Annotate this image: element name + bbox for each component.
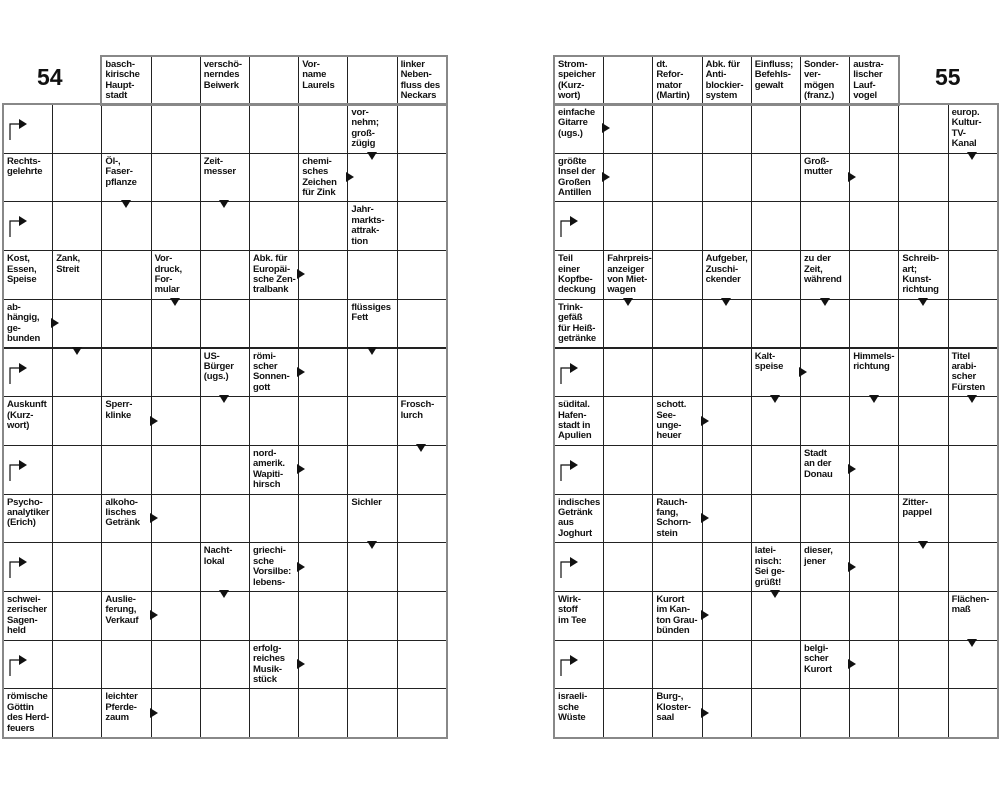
clue-text: Flächen- maß xyxy=(951,594,990,616)
clue-text: Vor- name Laurels xyxy=(302,59,335,91)
arrow-right-icon xyxy=(602,172,610,182)
clue-cell xyxy=(898,494,948,544)
answer-cell[interactable] xyxy=(702,348,752,398)
clue-cell xyxy=(603,250,653,300)
arrow-right-icon xyxy=(701,610,709,620)
clue-text: Zitter- pappel xyxy=(902,496,932,518)
answer-cell[interactable] xyxy=(849,104,899,154)
page-number: 55 xyxy=(935,64,961,90)
arrow-down-icon xyxy=(967,395,977,403)
answer-cell[interactable] xyxy=(702,201,752,251)
answer-cell[interactable] xyxy=(603,640,653,690)
clue-text: Psycho- analytiker (Erich) xyxy=(7,496,50,529)
answer-cell[interactable] xyxy=(898,688,948,738)
clue-text: Himmels- richtung xyxy=(853,350,895,372)
answer-cell[interactable] xyxy=(948,640,998,690)
clue-cell xyxy=(702,250,752,300)
arrow-down-icon xyxy=(918,541,928,549)
answer-cell[interactable] xyxy=(898,201,948,251)
answer-cell[interactable] xyxy=(702,591,752,641)
clue-text: Jahr- markts- attrak- tion xyxy=(351,204,385,247)
clue-text: Vor- druck, For- mular xyxy=(154,253,182,296)
clue-cell xyxy=(652,688,702,738)
answer-cell[interactable] xyxy=(751,591,801,641)
answer-cell[interactable] xyxy=(800,104,850,154)
clue-text: belgi- scher Kurort xyxy=(804,642,832,675)
bent-arrow-icon xyxy=(560,363,580,385)
clue-text: europ. Kultur- TV- Kanal xyxy=(951,107,982,150)
answer-cell[interactable] xyxy=(603,348,653,398)
clue-text: Kalt- speise xyxy=(754,350,784,372)
clue-cell xyxy=(800,153,850,203)
answer-cell[interactable] xyxy=(898,542,948,592)
clue-text: griechi- sche Vorsilbe: lebens- xyxy=(253,545,292,588)
answer-cell[interactable] xyxy=(849,445,899,495)
clue-cell xyxy=(554,494,604,544)
answer-cell[interactable] xyxy=(652,201,702,251)
clue-text: vor- nehm; groß- zügig xyxy=(351,107,379,150)
answer-cell[interactable] xyxy=(702,494,752,544)
answer-cell[interactable] xyxy=(751,250,801,300)
answer-cell[interactable] xyxy=(948,542,998,592)
answer-cell[interactable] xyxy=(652,153,702,203)
clue-text: leichter Pferde- zaum xyxy=(105,691,138,724)
clue-text: verschö- nerndes Beiwerk xyxy=(203,59,242,91)
answer-cell[interactable] xyxy=(603,56,653,105)
clue-text: Burg-, Kloster- saal xyxy=(656,691,691,724)
clue-text: römische Göttin des Herd- feuers xyxy=(7,691,50,734)
clue-cell xyxy=(554,104,604,154)
clue-text: Nacht- lokal xyxy=(203,545,233,567)
answer-cell[interactable] xyxy=(948,688,998,738)
answer-cell[interactable] xyxy=(751,445,801,495)
clue-text: nord- amerik. Wapiti- hirsch xyxy=(253,447,285,491)
clue-text: linker Neben- fluss des Neckars xyxy=(400,59,440,102)
clue-cell xyxy=(948,104,998,154)
answer-cell[interactable] xyxy=(800,688,850,738)
answer-cell[interactable] xyxy=(603,591,653,641)
answer-cell[interactable] xyxy=(603,201,653,251)
arrow-down-icon xyxy=(967,152,977,160)
answer-cell[interactable] xyxy=(849,201,899,251)
answer-cell[interactable] xyxy=(800,396,850,446)
answer-cell[interactable] xyxy=(702,445,752,495)
answer-cell[interactable] xyxy=(603,688,653,738)
clue-cell xyxy=(652,56,702,105)
clue-text: dt. Refor- mator (Martin) xyxy=(656,59,690,102)
clue-text: Sonder- ver- mögen (franz.) xyxy=(804,59,839,102)
answer-cell[interactable] xyxy=(702,153,752,203)
clue-text: chemi- sches Zeichen für Zink xyxy=(302,155,337,198)
answer-cell[interactable] xyxy=(849,688,899,738)
answer-cell[interactable] xyxy=(652,104,702,154)
clue-cell xyxy=(554,688,604,738)
clue-cell xyxy=(554,299,604,349)
bent-arrow-icon xyxy=(560,216,580,238)
clue-text: Titel arabi- scher Fürsten xyxy=(951,350,986,393)
answer-cell[interactable] xyxy=(751,640,801,690)
clue-cell xyxy=(800,56,850,105)
clue-text: Auslie- ferung, Verkauf xyxy=(105,594,139,626)
answer-cell[interactable] xyxy=(849,542,899,592)
answer-cell[interactable] xyxy=(849,494,899,544)
clue-text: Frosch- lurch xyxy=(400,399,435,421)
arrow-right-icon xyxy=(848,464,856,474)
answer-cell[interactable] xyxy=(800,494,850,544)
answer-cell[interactable] xyxy=(603,153,653,203)
arrow-down-icon xyxy=(770,590,780,598)
clue-cell xyxy=(554,153,604,203)
clue-text: erfolg- reiches Musik- stück xyxy=(253,642,285,685)
answer-cell[interactable] xyxy=(702,104,752,154)
clue-cell xyxy=(849,56,899,105)
clue-cell xyxy=(702,56,752,105)
answer-cell[interactable] xyxy=(948,445,998,495)
answer-cell[interactable] xyxy=(751,396,801,446)
arrow-down-icon xyxy=(918,298,928,306)
answer-cell[interactable] xyxy=(751,104,801,154)
bent-arrow-icon xyxy=(560,557,580,579)
answer-cell[interactable] xyxy=(800,299,850,349)
clue-text: indisches Getränk aus Joghurt xyxy=(558,496,601,539)
clue-text: zu der Zeit, während xyxy=(804,253,842,285)
answer-cell[interactable] xyxy=(702,640,752,690)
clue-cell xyxy=(800,445,850,495)
clue-text: schott. See- unge- heuer xyxy=(656,399,687,442)
answer-cell[interactable] xyxy=(800,348,850,398)
page-number: 54 xyxy=(37,64,63,90)
clue-text: Kurort im Kan- ton Grau- bünden xyxy=(656,594,698,637)
clue-text: Wirk- stoff im Tee xyxy=(558,594,587,626)
answer-cell[interactable] xyxy=(652,445,702,495)
clue-text: Auskunft (Kurz- wort) xyxy=(7,399,47,431)
answer-cell[interactable] xyxy=(702,396,752,446)
answer-cell[interactable] xyxy=(603,494,653,544)
clue-cell xyxy=(800,640,850,690)
clue-cell xyxy=(948,591,998,641)
answer-cell[interactable] xyxy=(948,396,998,446)
clue-text: US- Bürger (ugs.) xyxy=(203,350,234,383)
arrow-down-icon xyxy=(869,395,879,403)
clue-text: größte Insel der Großen Antillen xyxy=(558,155,596,198)
clue-text: schwei- zerischer Sagen- held xyxy=(7,594,47,637)
answer-cell[interactable] xyxy=(948,250,998,300)
answer-cell[interactable] xyxy=(800,201,850,251)
arrow-right-icon xyxy=(701,513,709,523)
clue-text: ab- hängig, ge- bunden xyxy=(7,301,41,345)
bent-arrow-icon xyxy=(560,460,580,482)
answer-cell[interactable] xyxy=(603,445,653,495)
clue-text: Rauch- fang, Schorn- stein xyxy=(656,496,691,539)
answer-cell[interactable] xyxy=(898,153,948,203)
arrow-down-icon xyxy=(721,298,731,306)
clue-cell xyxy=(898,250,948,300)
answer-cell[interactable] xyxy=(948,299,998,349)
clue-text: Teil einer Kopfbe- deckung xyxy=(558,253,596,296)
clue-cell xyxy=(652,494,702,544)
clue-cell xyxy=(554,56,604,105)
clue-text: israeli- sche Wüste xyxy=(558,691,588,724)
answer-cell[interactable] xyxy=(652,250,702,300)
answer-cell[interactable] xyxy=(849,153,899,203)
clue-text: Kost, Essen, Speise xyxy=(7,253,37,285)
clue-cell xyxy=(751,348,801,398)
answer-cell[interactable] xyxy=(800,591,850,641)
answer-cell[interactable] xyxy=(898,591,948,641)
clue-text: römi- scher Sonnen- gott xyxy=(253,350,290,393)
arrow-right-icon xyxy=(848,562,856,572)
arrow-right-icon xyxy=(701,708,709,718)
clue-text: Aufgeber, Zuschi- ckender xyxy=(705,253,748,285)
clue-text: Groß- mutter xyxy=(804,155,833,178)
clue-cell xyxy=(751,542,801,592)
answer-cell[interactable] xyxy=(702,542,752,592)
clue-text: Öl-, Faser- pflanze xyxy=(105,155,137,188)
clue-text: alkoho- lisches Getränk xyxy=(105,496,140,529)
clue-text: einfache Gitarre (ugs.) xyxy=(558,107,595,139)
arrow-right-icon xyxy=(848,172,856,182)
clue-text: dieser, jener xyxy=(804,545,833,567)
answer-cell[interactable] xyxy=(948,153,998,203)
clue-text: Sichler xyxy=(351,496,382,508)
arrow-right-icon xyxy=(799,367,807,377)
arrow-down-icon xyxy=(770,395,780,403)
answer-cell[interactable] xyxy=(849,250,899,300)
answer-cell[interactable] xyxy=(702,688,752,738)
answer-cell[interactable] xyxy=(751,201,801,251)
clue-text: Abk. für Anti- blockier- system xyxy=(705,59,744,102)
answer-cell[interactable] xyxy=(898,348,948,398)
answer-cell[interactable] xyxy=(898,396,948,446)
clue-text: Schreib- art; Kunst- richtung xyxy=(902,253,939,296)
answer-cell[interactable] xyxy=(652,348,702,398)
clue-text: flüssiges Fett xyxy=(351,301,391,324)
clue-cell xyxy=(800,250,850,300)
answer-cell[interactable] xyxy=(751,688,801,738)
answer-cell[interactable] xyxy=(603,299,653,349)
answer-cell[interactable] xyxy=(849,640,899,690)
clue-text: Strom- speicher (Kurz- wort) xyxy=(558,59,596,102)
answer-cell[interactable] xyxy=(603,396,653,446)
answer-cell[interactable] xyxy=(652,299,702,349)
answer-cell[interactable] xyxy=(702,299,752,349)
clue-text: Zank, Streit xyxy=(56,253,80,275)
arrow-down-icon xyxy=(623,298,633,306)
clue-text: Einfluss; Befehls- gewalt xyxy=(754,59,794,91)
bent-arrow-icon xyxy=(560,655,580,677)
answer-cell[interactable] xyxy=(603,542,653,592)
answer-cell[interactable] xyxy=(849,591,899,641)
clue-text: Abk. für Europäi- sche Zen- tralbank xyxy=(253,253,296,296)
clue-cell xyxy=(554,396,604,446)
clue-text: Stadt an der Donau xyxy=(804,447,833,480)
answer-cell[interactable] xyxy=(898,445,948,495)
answer-cell[interactable] xyxy=(898,640,948,690)
answer-cell[interactable] xyxy=(948,494,998,544)
answer-cell[interactable] xyxy=(751,494,801,544)
answer-cell[interactable] xyxy=(948,201,998,251)
clue-text: Rechts- gelehrte xyxy=(7,155,43,178)
arrow-right-icon xyxy=(701,416,709,426)
arrow-right-icon xyxy=(602,123,610,133)
clue-text: Zeit- messer xyxy=(203,155,236,178)
clue-cell xyxy=(554,250,604,300)
answer-cell[interactable] xyxy=(898,299,948,349)
answer-cell[interactable] xyxy=(849,396,899,446)
clue-cell xyxy=(554,591,604,641)
clue-cell xyxy=(652,591,702,641)
clue-text: austra- lischer Lauf- vogel xyxy=(853,59,884,102)
arrow-down-icon xyxy=(967,639,977,647)
answer-cell[interactable] xyxy=(898,104,948,154)
clue-text: Trink- gefäß für Heiß- getränke xyxy=(558,301,597,345)
answer-cell[interactable] xyxy=(652,640,702,690)
clue-cell xyxy=(849,348,899,398)
clue-text: basch- kirische Haupt- stadt xyxy=(105,59,140,102)
clue-text: Fahrpreis- anzeiger von Miet- wagen xyxy=(607,253,652,296)
clue-cell xyxy=(652,396,702,446)
arrow-right-icon xyxy=(848,659,856,669)
clue-cell xyxy=(751,56,801,105)
answer-cell[interactable] xyxy=(652,542,702,592)
clue-cell xyxy=(800,542,850,592)
answer-cell[interactable] xyxy=(603,104,653,154)
clue-text: Sperr- klinke xyxy=(105,399,133,421)
answer-cell[interactable] xyxy=(751,153,801,203)
arrow-down-icon xyxy=(820,298,830,306)
clue-cell xyxy=(948,348,998,398)
clue-text: südital. Hafen- stadt in Apulien xyxy=(558,399,592,442)
answer-cell[interactable] xyxy=(849,299,899,349)
answer-cell[interactable] xyxy=(751,299,801,349)
clue-text: latei- nisch: Sei ge- grüßt! xyxy=(754,545,785,588)
